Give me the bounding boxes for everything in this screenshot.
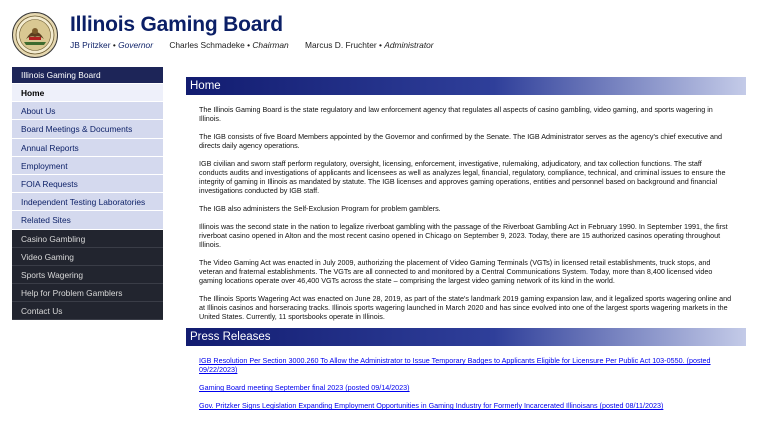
self-exclusion-paragraph: The IGB also administers the Self-Exclusion Program for problem gamblers. — [199, 204, 441, 213]
home-heading: Home — [186, 77, 746, 95]
site-title[interactable]: Illinois Gaming Board — [70, 13, 283, 36]
sidebar-item-related-sites[interactable]: Related Sites — [12, 211, 163, 229]
sidebar-item-testing-laboratories[interactable]: Independent Testing Laboratories — [12, 193, 163, 211]
official-role: Chairman — [252, 40, 289, 50]
sidebar-heading: Illinois Gaming Board — [12, 67, 163, 84]
official-chairman — [169, 40, 291, 50]
official-governor — [70, 40, 155, 50]
intro-paragraph: The Illinois Gaming Board is the state regulatory and law enforcement agency that regulates all aspects of casino gambling, video gaming, and sports wagering in Illinois. — [199, 105, 713, 123]
official-administrator — [305, 40, 434, 50]
official-separator: • — [112, 40, 116, 50]
official-name: Charles Schmadeke — [169, 40, 245, 50]
sidebar-item-about-us[interactable]: About Us — [12, 102, 163, 120]
press-releases-list — [186, 346, 746, 410]
board-paragraph: The IGB consists of five Board Members appointed by the Governor and confirmed by the Senate. The IGB Administrator serves as the agency's chief executive and directs daily agency operations. — [199, 132, 723, 150]
sports-wagering-paragraph: The Illinois Sports Wagering Act was enacted on June 28, 2019, as part of the state's landmark 2019 gaming expansion law, and it legalized sports wagering online and at Illinois casinos and horseracing tracks. Illinois sports wagering launched in March 2020 and has since evolved into one of the largest sports wagering markets in the United States. Currently, 11 sportsbooks operate in Illinois. — [199, 294, 732, 321]
press-release-link[interactable]: IGB Resolution Per Section 3000.260 To Allow the Administrator to Issue Temporary Badges to Applicants Eligible for Licensure Per Public Act 103-0550. (posted 09/22/2023) — [199, 356, 711, 374]
official-separator: • — [379, 40, 382, 50]
main-content — [186, 77, 746, 419]
press-release-link[interactable]: Gov. Pritzker Signs Legislation Expanding Employment Opportunities in Gaming Industry for Formerly Incarcerated Illinoisans (posted 08/11/2023) — [199, 401, 664, 410]
official-name: JB Pritzker — [70, 40, 111, 50]
press-release-link[interactable]: Gaming Board meeting September final 2023 (posted 09/14/2023) — [199, 383, 410, 392]
sidebar-item-problem-gamblers[interactable]: Help for Problem Gamblers — [12, 284, 163, 302]
staff-paragraph: IGB civilian and sworn staff perform regulatory, oversight, licensing, enforcement, investigative, rulemaking, adjudicatory, and tax collection functions. The staff conducts audits and investigations of applicants and licensees as well as analyzes legal, financial, regulatory, compliance, technical, and criminal issues to ensure the integrity of gaming in Illinois as mandated by statute. The IGB licenses and approves gaming operations, entities and personnel based on background and financial investigations conducted by IGB staff. — [199, 159, 726, 195]
sidebar-item-foia-requests[interactable]: FOIA Requests — [12, 175, 163, 193]
illinois-state-seal-icon[interactable] — [12, 12, 58, 58]
press-releases-heading: Press Releases — [186, 328, 746, 346]
sidebar-item-home[interactable]: Home — [12, 84, 163, 102]
official-role: Governor — [118, 40, 154, 50]
official-name: Marcus D. Fruchter — [305, 40, 377, 50]
sidebar-item-annual-reports[interactable]: Annual Reports — [12, 139, 163, 157]
official-separator: • — [247, 40, 251, 50]
sidebar-item-casino-gambling[interactable]: Casino Gambling — [12, 230, 163, 248]
official-role: Administrator — [384, 40, 434, 50]
sidebar-item-contact-us[interactable]: Contact Us — [12, 302, 163, 320]
video-gaming-paragraph: The Video Gaming Act was enacted in July 2009, authorizing the placement of Video Gaming Terminals (VGTs) in licensed retail establishments, truck stops, and veteran and fraternal establishments. The VGTs are all connected to and monitored by a Central Communications System. Today, more than 8,400 licensed video gaming locations operate over 46,400 VGTs across the state – comprising the largest video gaming network of its kind in the world. — [199, 258, 713, 285]
sidebar-item-employment[interactable]: Employment — [12, 157, 163, 175]
sidebar-item-board-meetings[interactable]: Board Meetings & Documents — [12, 120, 163, 138]
home-body — [186, 95, 746, 321]
officials-line — [70, 40, 448, 50]
site-header — [0, 0, 777, 62]
sidebar-nav — [12, 67, 163, 320]
sidebar-item-sports-wagering[interactable]: Sports Wagering — [12, 266, 163, 284]
riverboat-paragraph: Illinois was the second state in the nation to legalize riverboat gambling with the passage of the Riverboat Gambling Act in February 1990. In September 1991, the first riverboat casino opened in Alton and the most recent casino opened in Chicago on September 9, 2023. Today, there are 15 authorized casinos operating throughout Illinois. — [199, 222, 728, 249]
sidebar-item-video-gaming[interactable]: Video Gaming — [12, 248, 163, 266]
